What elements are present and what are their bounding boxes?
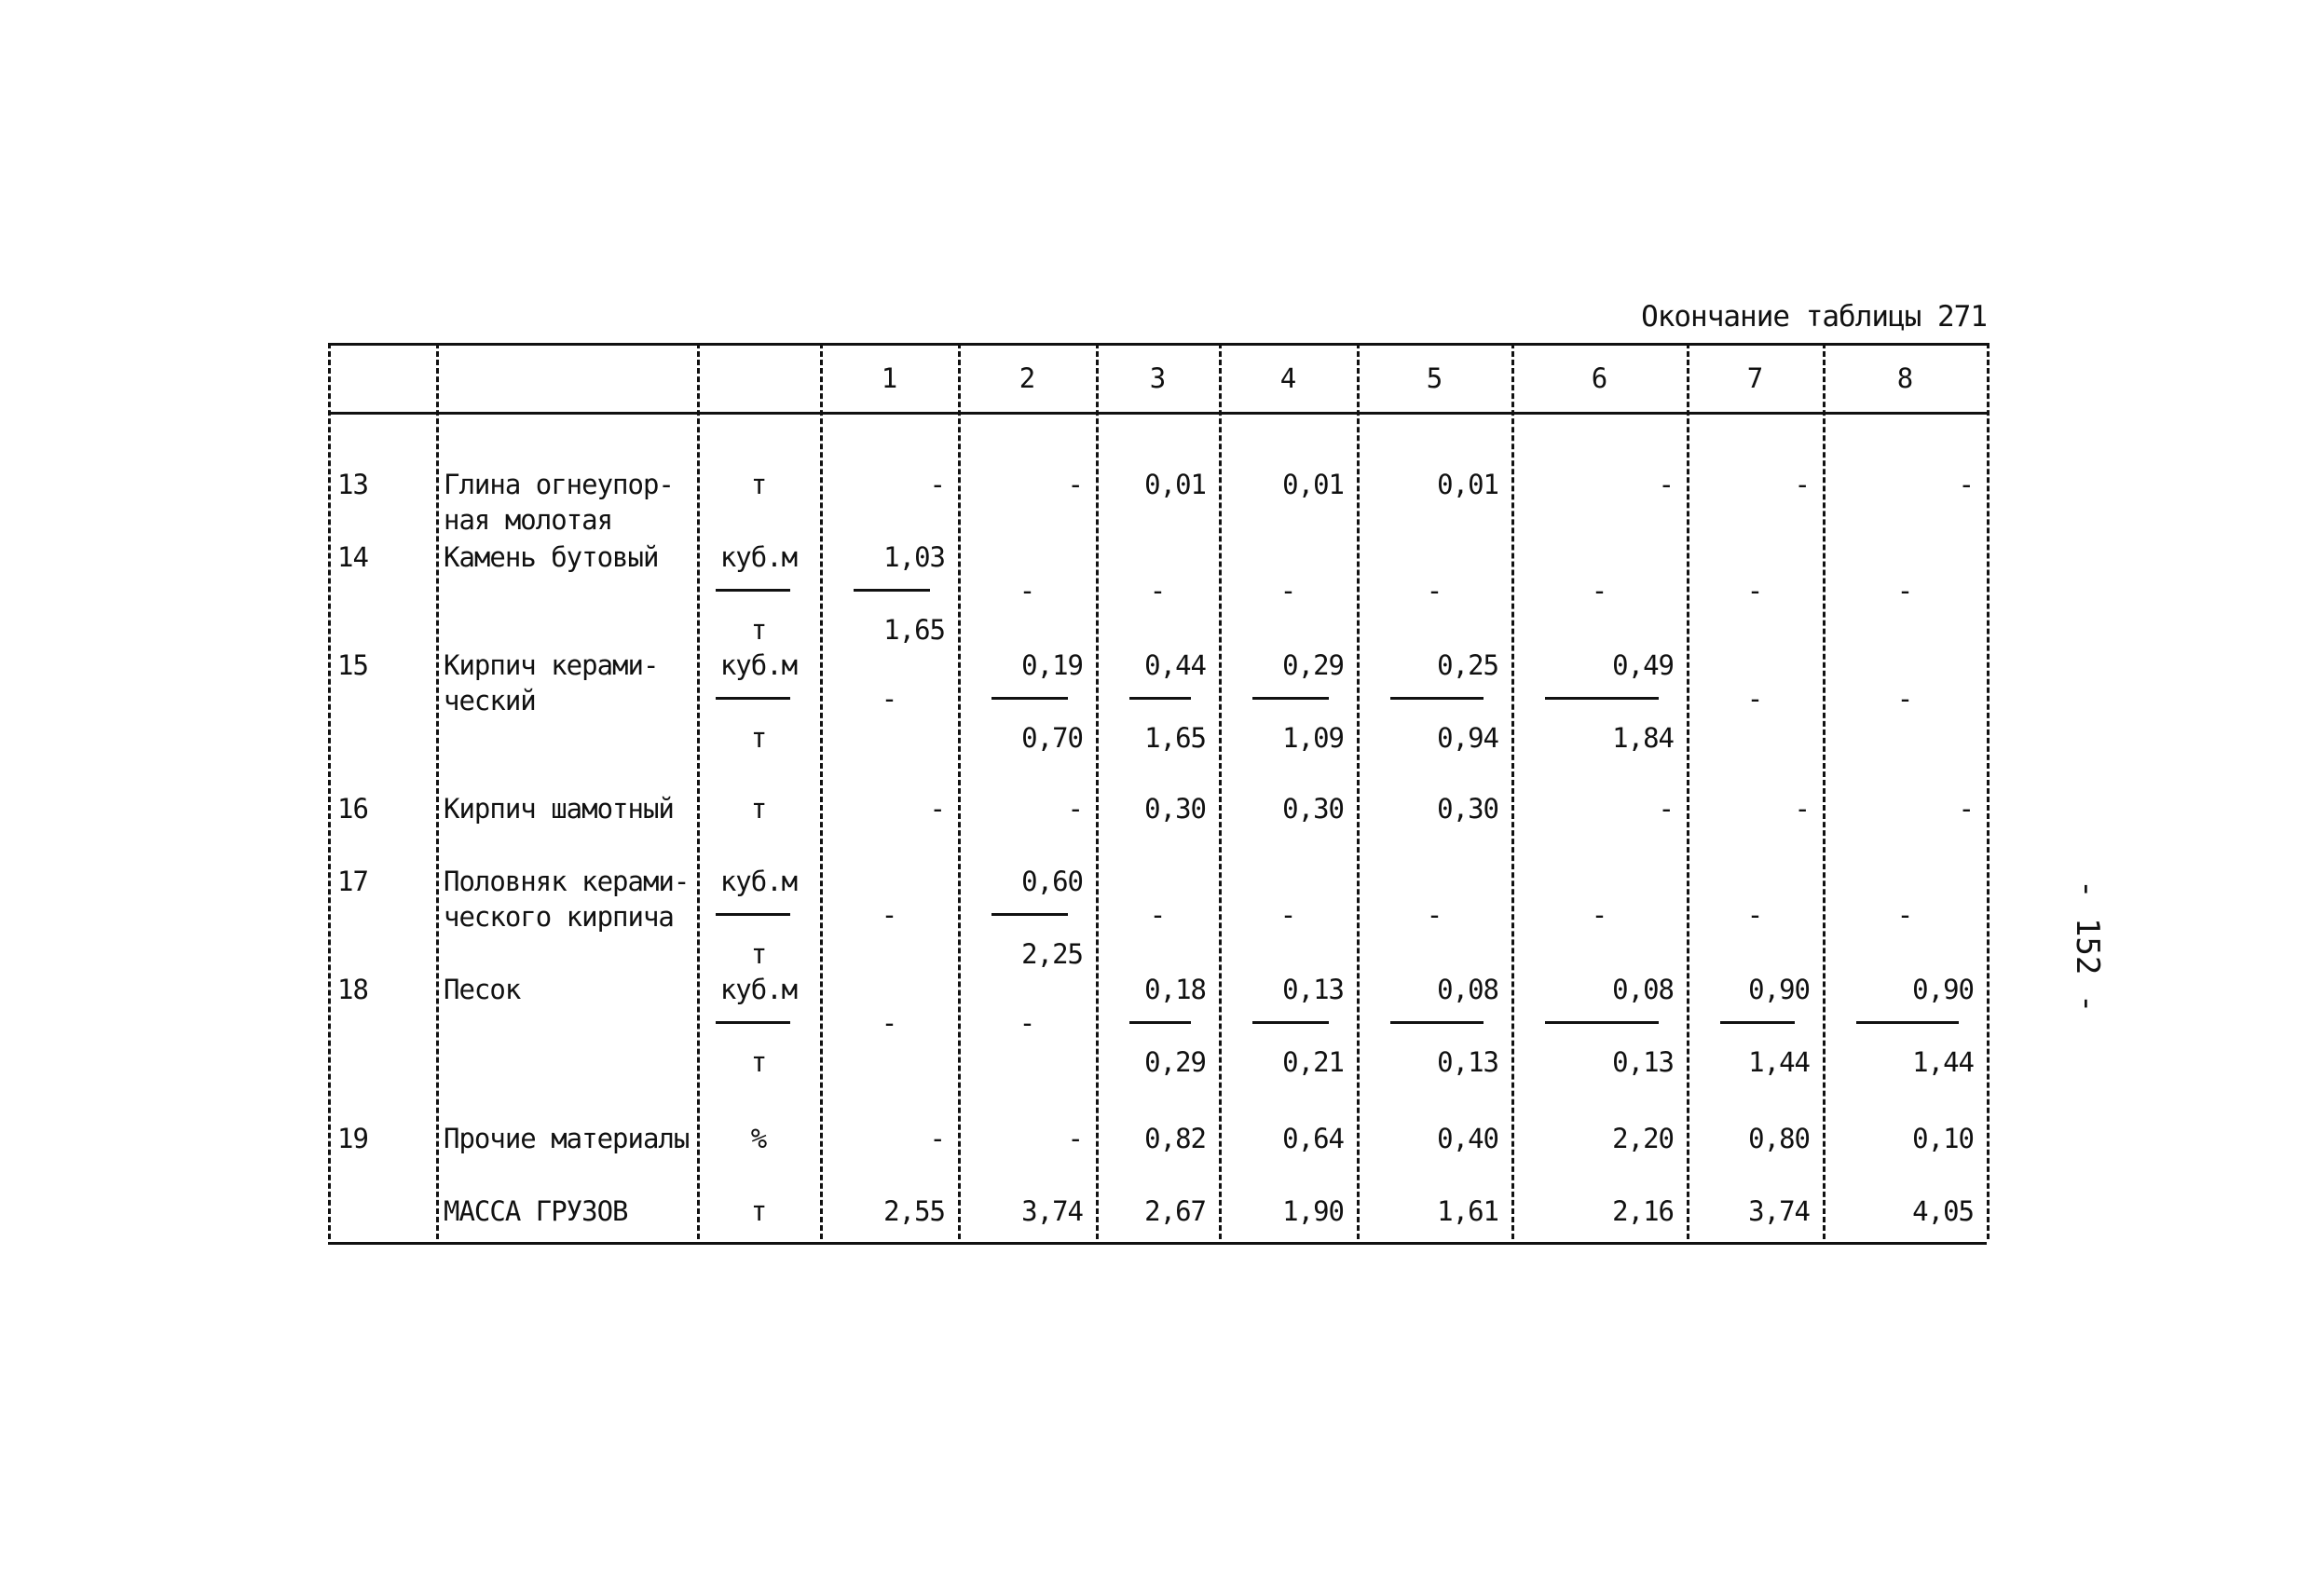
fraction-line (1129, 1021, 1191, 1024)
value-cell: 0,30 (1437, 793, 1498, 825)
value-cell: 2,16 (1612, 1195, 1674, 1227)
value-cell: - (1067, 469, 1083, 500)
column-divider (436, 343, 439, 1239)
fraction-line (1720, 1021, 1795, 1024)
value-cell: 0,01 (1282, 469, 1344, 500)
header-separator (328, 412, 1987, 415)
value-bottom: 1,44 (1912, 1046, 1974, 1078)
value-cell: - (1958, 793, 1974, 825)
material-name: Половняк керами- (444, 866, 690, 897)
unit-bottom: т (750, 722, 767, 754)
unit: % (750, 1123, 767, 1154)
fraction-line (1129, 697, 1191, 700)
value-cell: 0,10 (1912, 1123, 1974, 1154)
value-bottom: 1,09 (1282, 722, 1344, 754)
page-number: - 152 - (2069, 880, 2106, 1014)
row-number: 15 (337, 649, 368, 681)
value-cell: - (1958, 469, 1974, 500)
value-bottom: 1,65 (1144, 722, 1206, 754)
value-top: 0,08 (1437, 974, 1498, 1005)
value-bottom: 0,70 (1021, 722, 1083, 754)
value-top: 0,18 (1144, 974, 1206, 1005)
value-cell: - (1794, 469, 1810, 500)
column-divider (328, 343, 331, 1239)
value-cell: 2,20 (1612, 1123, 1674, 1154)
unit-bottom: т (750, 1046, 767, 1078)
fraction-line (1252, 1021, 1329, 1024)
value-top: 0,44 (1144, 649, 1206, 681)
material-name: Кирпич шамотный (444, 793, 674, 825)
value-cell: 0,30 (1282, 793, 1344, 825)
value-dash: - (1896, 899, 1913, 931)
fraction-line (991, 697, 1068, 700)
value-dash: - (1896, 575, 1913, 607)
value-dash: - (1896, 683, 1913, 715)
fraction-line (1545, 1021, 1659, 1024)
unit: т (750, 469, 767, 500)
value-dash: - (1279, 575, 1296, 607)
material-name: ческий (444, 685, 536, 716)
value-dash: - (1149, 899, 1166, 931)
fraction-line (1390, 1021, 1484, 1024)
material-name: Камень бутовый (444, 541, 659, 573)
value-bottom: 0,13 (1612, 1046, 1674, 1078)
value-cell: - (1658, 793, 1674, 825)
value-dash: - (1149, 575, 1166, 607)
row-number: 18 (337, 974, 368, 1005)
value-dash: - (881, 683, 897, 715)
column-header: 5 (1426, 362, 1443, 394)
value-bottom: 0,13 (1437, 1046, 1498, 1078)
row-number: 19 (337, 1123, 368, 1154)
row-number: 17 (337, 866, 368, 897)
unit-bottom: т (750, 614, 767, 646)
row-number: 14 (337, 541, 368, 573)
value-top: 0,13 (1282, 974, 1344, 1005)
value-top: 0,90 (1912, 974, 1974, 1005)
material-name: Прочие материалы (444, 1123, 690, 1154)
column-header: 1 (881, 362, 897, 394)
value-cell: 0,40 (1437, 1123, 1498, 1154)
fraction-line (854, 589, 930, 592)
value-bottom: 1,65 (883, 614, 945, 646)
value-dash: - (1426, 575, 1443, 607)
value-cell: 0,01 (1144, 469, 1206, 500)
value-dash: - (1019, 1007, 1035, 1039)
fraction-line (716, 697, 790, 700)
value-cell: - (1794, 793, 1810, 825)
column-header: 3 (1149, 362, 1166, 394)
value-cell: 1,90 (1282, 1195, 1344, 1227)
value-top: 0,29 (1282, 649, 1344, 681)
value-cell: - (929, 469, 945, 500)
column-header: 8 (1896, 362, 1913, 394)
fraction-line (1545, 697, 1659, 700)
fraction-line (1252, 697, 1329, 700)
unit-top: куб.м (719, 541, 798, 573)
value-cell: 2,55 (883, 1195, 945, 1227)
value-top: 0,08 (1612, 974, 1674, 1005)
value-cell: 3,74 (1748, 1195, 1810, 1227)
fraction-line (1856, 1021, 1959, 1024)
column-header: 7 (1746, 362, 1763, 394)
value-cell: - (929, 1123, 945, 1154)
value-dash: - (1591, 899, 1607, 931)
unit-top: куб.м (719, 974, 798, 1005)
value-top: 0,90 (1748, 974, 1810, 1005)
material-name: ная молотая (444, 504, 613, 536)
unit-top: куб.м (719, 649, 798, 681)
unit-bottom: т (750, 938, 767, 970)
material-name: Песок (444, 974, 521, 1005)
value-cell: 0,01 (1437, 469, 1498, 500)
column-header: 2 (1019, 362, 1035, 394)
value-top: 0,25 (1437, 649, 1498, 681)
value-top: 0,49 (1612, 649, 1674, 681)
value-dash: - (1746, 899, 1763, 931)
value-top: 0,60 (1021, 866, 1083, 897)
value-cell: 0,64 (1282, 1123, 1344, 1154)
value-top: 0,19 (1021, 649, 1083, 681)
fraction-line (716, 913, 790, 916)
value-cell: - (1067, 1123, 1083, 1154)
value-cell: 0,80 (1748, 1123, 1810, 1154)
value-dash: - (1279, 899, 1296, 931)
value-dash: - (1746, 575, 1763, 607)
fraction-line (716, 1021, 790, 1024)
row-number: 16 (337, 793, 368, 825)
value-bottom: 1,84 (1612, 722, 1674, 754)
value-dash: - (881, 899, 897, 931)
value-cell: - (1658, 469, 1674, 500)
value-bottom: 0,94 (1437, 722, 1498, 754)
value-bottom: 0,29 (1144, 1046, 1206, 1078)
value-cell: - (1067, 793, 1083, 825)
column-header: 4 (1279, 362, 1296, 394)
value-cell: 1,61 (1437, 1195, 1498, 1227)
value-dash: - (1746, 683, 1763, 715)
material-name: ческого кирпича (444, 901, 674, 933)
fraction-line (716, 589, 790, 592)
value-cell: 3,74 (1021, 1195, 1083, 1227)
value-dash: - (1591, 575, 1607, 607)
fraction-line (1390, 697, 1484, 700)
value-cell: 4,05 (1912, 1195, 1974, 1227)
unit-top: куб.м (719, 866, 798, 897)
value-cell: 0,30 (1144, 793, 1206, 825)
value-dash: - (1426, 899, 1443, 931)
unit: т (750, 793, 767, 825)
unit: т (750, 1195, 767, 1227)
value-dash: - (881, 1007, 897, 1039)
column-header: 6 (1591, 362, 1607, 394)
material-name: Кирпич керами- (444, 649, 659, 681)
material-name: Глина огнеупор- (444, 469, 674, 500)
fraction-line (991, 913, 1068, 916)
value-bottom: 0,21 (1282, 1046, 1344, 1078)
column-divider (1987, 343, 1990, 1239)
value-top: 1,03 (883, 541, 945, 573)
value-bottom: 1,44 (1748, 1046, 1810, 1078)
value-dash: - (1019, 575, 1035, 607)
value-cell: 0,82 (1144, 1123, 1206, 1154)
value-cell: 2,67 (1144, 1195, 1206, 1227)
value-cell: - (929, 793, 945, 825)
material-name: МАССА ГРУЗОВ (444, 1195, 628, 1227)
value-bottom: 2,25 (1021, 938, 1083, 970)
table-caption: Окончание таблицы 271 (1641, 300, 1987, 334)
row-number: 13 (337, 469, 368, 500)
